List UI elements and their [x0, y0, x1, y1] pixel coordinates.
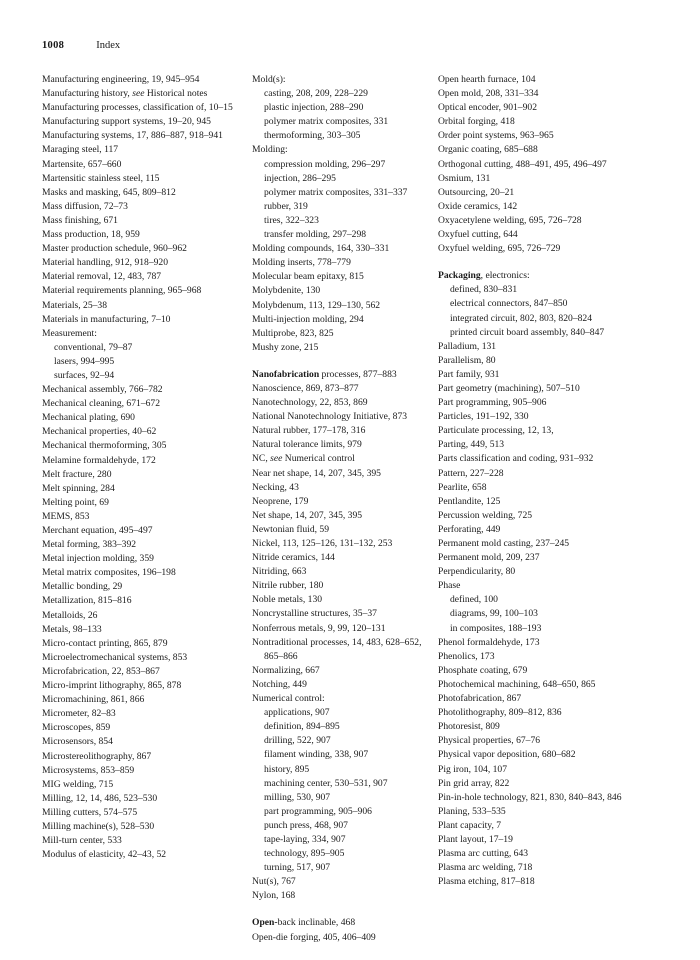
index-entry: Phosphate coating, 679	[438, 664, 528, 676]
index-subentry: casting, 208, 209, 228–229	[264, 88, 368, 100]
index-entry: Open hearth furnace, 104	[438, 74, 536, 85]
index-subentry: printed circuit board assembly, 840–847	[450, 326, 605, 338]
index-entry: Perpendicularity, 80	[438, 566, 516, 578]
index-entry: Oxyacetylene welding, 695, 726–728	[438, 214, 582, 226]
index-entry: Nylon, 168	[252, 890, 296, 902]
index-entry: Microscopes, 859	[42, 722, 111, 734]
index-entry: Plasma arc welding, 718	[438, 862, 533, 874]
index-entry: Microsensors, 854	[42, 736, 113, 748]
index-entry: MEMS, 853	[42, 510, 90, 522]
index-entry: Melamine formaldehyde, 172	[42, 454, 156, 466]
index-entry: Noncrystalline structures, 35–37	[252, 608, 377, 620]
index-entry: Plant layout, 17–19	[438, 833, 513, 845]
index-entry: Nanofabrication processes, 877–883	[252, 368, 397, 380]
index-entry: Part family, 931	[438, 368, 500, 380]
index-entry: Manufacturing history, see Historical notes	[42, 88, 208, 100]
index-entry: Maraging steel, 117	[42, 144, 119, 156]
index-entry: Planing, 533–535	[438, 805, 506, 817]
index-entry: Material removal, 12, 483, 787	[42, 271, 162, 283]
index-entry: Neoprene, 179	[252, 495, 309, 507]
index-entry: Mechanical cleaning, 671–672	[42, 398, 161, 410]
index-entry: Materials, 25–38	[42, 299, 108, 311]
index-entry: Molding compounds, 164, 330–331	[252, 243, 390, 255]
index-entry: Oxide ceramics, 142	[438, 200, 518, 212]
index-entry: Nanotechnology, 22, 853, 869	[252, 397, 368, 409]
index-entry: Milling machine(s), 528–530	[42, 820, 155, 832]
index-entry: Martensitic stainless steel, 115	[42, 172, 160, 184]
index-entry: Martensite, 657–660	[42, 158, 122, 170]
index-entry: Permanent mold, 209, 237	[438, 552, 540, 564]
index-subentry: defined, 830–831	[450, 284, 518, 296]
index-column	[252, 73, 424, 945]
index-entry: Parts classification and coding, 931–932	[438, 453, 594, 465]
index-entry: Nitriding, 663	[252, 566, 307, 578]
index-entry: National Nanotechnology Initiative, 873	[252, 411, 408, 423]
index-entry: Physical vapor deposition, 680–682	[438, 749, 576, 761]
index-entry: Microelectromechanical systems, 853	[42, 651, 188, 663]
index-entry: Material handling, 912, 918–920	[42, 257, 169, 269]
index-entry: Metallic bonding, 29	[42, 581, 123, 593]
index-entry: Outsourcing, 20–21	[438, 186, 515, 198]
index-entry: Particles, 191–192, 330	[438, 411, 529, 423]
index-entry: Molybdenite, 130	[252, 285, 321, 297]
index-entry: Organic coating, 685–688	[438, 144, 538, 156]
index-subentry: plastic injection, 288–290	[264, 102, 364, 114]
index-entry: Net shape, 14, 207, 345, 395	[252, 509, 363, 521]
index-entry: Manufacturing processes, classification of, 10–15	[42, 102, 233, 114]
index-entry: Near net shape, 14, 207, 345, 395	[252, 467, 381, 479]
index-entry: Necking, 43	[252, 481, 299, 493]
index-entry: Metalloids, 26	[42, 609, 98, 621]
page-header	[42, 40, 660, 51]
index-entry: Normalizing, 667	[252, 664, 320, 676]
index-entry: Melt spinning, 284	[42, 482, 115, 494]
index-entry: Mass production, 18, 959	[42, 229, 140, 241]
index-entry: Nonferrous metals, 9, 99, 120–131	[252, 622, 386, 634]
index-column	[438, 73, 660, 945]
index-entry: Mechanical thermoforming, 305	[42, 440, 167, 452]
index-entry: Mechanical plating, 690	[42, 412, 135, 424]
index-entry: Manufacturing systems, 17, 886–887, 918–941	[42, 130, 223, 142]
index-entry: Order point systems, 963–965	[438, 130, 554, 142]
index-entry: Modulus of elasticity, 42–43, 52	[42, 849, 167, 861]
index-entry: Pentlandite, 125	[438, 495, 501, 507]
index-entry: Nut(s), 767	[252, 876, 296, 888]
index-subentry: in composites, 188–193	[450, 622, 542, 634]
index-entry: Nickel, 113, 125–126, 131–132, 253	[252, 538, 393, 549]
index-columns	[42, 73, 660, 945]
index-entry: Percussion welding, 725	[438, 509, 533, 521]
index-subentry: rubber, 319	[264, 200, 308, 212]
index-subentry: diagrams, 99, 100–103	[450, 608, 538, 620]
index-entry: Orbital forging, 418	[438, 116, 515, 128]
index-entry: Metallization, 815–816	[42, 595, 132, 607]
index-entry: Natural tolerance limits, 979	[252, 439, 362, 451]
index-entry: Noble metals, 130	[252, 594, 323, 606]
index-subentry: integrated circuit, 802, 803, 820–824	[450, 312, 593, 324]
index-entry: Metal injection molding, 359	[42, 553, 154, 565]
index-subentry: tires, 322–323	[264, 214, 319, 226]
index-entry: Natural rubber, 177–178, 316	[252, 425, 366, 437]
index-entry: Permanent mold casting, 237–245	[438, 538, 570, 549]
index-entry: MIG welding, 715	[42, 778, 114, 790]
index-entry: Nanoscience, 869, 873–877	[252, 382, 359, 394]
index-subentry: tape-laying, 334, 907	[264, 833, 346, 845]
index-entry: Oxyfuel welding, 695, 726–729	[438, 243, 561, 255]
index-entry: Open-back inclinable, 468	[252, 917, 356, 929]
index-entry: Microstereolithography, 867	[42, 750, 152, 762]
index-entry: Metal matrix composites, 196–198	[42, 567, 176, 579]
index-entry: Packaging, electronics:	[438, 270, 530, 282]
index-entry: Microfabrication, 22, 853–867	[42, 665, 160, 677]
index-subentry: definition, 894–895	[264, 721, 340, 733]
index-subentry: surfaces, 92–94	[54, 369, 115, 381]
index-entry: Masks and masking, 645, 809–812	[42, 186, 176, 198]
index-entry: Pig iron, 104, 107	[438, 763, 508, 775]
index-subentry: injection, 286–295	[264, 172, 336, 184]
index-entry: Molecular beam epitaxy, 815	[252, 271, 364, 283]
index-entry: Micrometer, 82–83	[42, 708, 116, 720]
index-entry: Pin grid array, 822	[438, 777, 510, 789]
index-entry: Melt fracture, 280	[42, 468, 112, 480]
index-entry: Manufacturing support systems, 19–20, 945	[42, 116, 211, 128]
index-entry: Mechanical properties, 40–62	[42, 426, 157, 438]
index-subentry: electrical connectors, 847–850	[450, 298, 568, 310]
index-subentry: part programming, 905–906	[264, 805, 372, 817]
index-entry: Oxyfuel cutting, 644	[438, 229, 518, 241]
index-entry: Part geometry (machining), 507–510	[438, 382, 580, 394]
index-entry: Physical properties, 67–76	[438, 735, 541, 747]
index-subentry: polymer matrix composites, 331	[264, 116, 389, 128]
index-entry: Phenolics, 173	[438, 650, 495, 662]
index-entry: Part programming, 905–906	[438, 397, 547, 409]
index-entry: Parallelism, 80	[438, 354, 496, 366]
index-subentry: lasers, 994–995	[54, 355, 115, 367]
index-entry: Manufacturing engineering, 19, 945–954	[42, 74, 200, 85]
index-subentry: turning, 517, 907	[264, 862, 331, 874]
index-entry: Phase	[438, 580, 461, 592]
index-entry: Molding inserts, 778–779	[252, 257, 351, 269]
index-subentry: polymer matrix composites, 331–337	[264, 186, 408, 198]
index-subentry: drilling, 522, 907	[264, 735, 331, 747]
index-entry: Pin-in-hole technology, 821, 830, 840–843, 846	[438, 791, 622, 803]
index-entry: Plasma arc cutting, 643	[438, 848, 529, 860]
index-entry: Osmium, 131	[438, 172, 491, 184]
index-entry: Multiprobe, 823, 825	[252, 327, 334, 339]
index-subentry: filament winding, 338, 907	[264, 749, 369, 761]
index-entry: Photolithography, 809–812, 836	[438, 707, 562, 719]
index-entry: Multi-injection molding, 294	[252, 313, 364, 325]
index-entry: Nontraditional processes, 14, 483, 628–652, 865–866	[252, 636, 422, 662]
index-subentry: compression molding, 296–297	[264, 158, 386, 170]
index-entry: Micro-contact printing, 865, 879	[42, 637, 168, 649]
index-entry: Mill-turn center, 533	[42, 835, 122, 847]
index-entry: Notching, 449	[252, 678, 307, 690]
index-subentry: defined, 100	[450, 594, 498, 606]
index-subentry: conventional, 79–87	[54, 341, 133, 353]
index-column	[42, 73, 238, 945]
index-entry: Micromachining, 861, 866	[42, 694, 145, 706]
index-entry: Mechanical assembly, 766–782	[42, 384, 163, 396]
index-entry: Mold(s):	[252, 74, 286, 85]
index-subentry: applications, 907	[264, 707, 330, 719]
index-entry: Palladium, 131	[438, 340, 497, 352]
index-entry: Numerical control:	[252, 693, 325, 705]
page-header-title: Index	[96, 40, 121, 51]
index-entry: Plasma etching, 817–818	[438, 876, 535, 888]
index-entry: Nitride ceramics, 144	[252, 552, 335, 564]
index-entry: Photofabrication, 867	[438, 693, 522, 705]
page-number: 1008	[42, 40, 65, 51]
index-entry: Particulate processing, 12, 13,	[438, 425, 554, 437]
index-entry: Mass diffusion, 72–73	[42, 200, 128, 212]
index-subentry: thermoforming, 303–305	[264, 130, 361, 142]
index-subentry: punch press, 468, 907	[264, 819, 348, 831]
index-entry: Nitrile rubber, 180	[252, 580, 324, 592]
index-entry: Pattern, 227–228	[438, 467, 504, 479]
index-entry: Open-die forging, 405, 406–409	[252, 931, 376, 943]
index-subentry: transfer molding, 297–298	[264, 229, 367, 241]
index-entry: Measurement:	[42, 327, 97, 339]
index-subentry: technology, 895–905	[264, 848, 345, 860]
index-entry: Perforating, 449	[438, 523, 501, 535]
index-entry: Open mold, 208, 331–334	[438, 88, 539, 100]
index-entry: Newtonian fluid, 59	[252, 523, 330, 535]
index-subentry: history, 895	[264, 763, 310, 775]
index-entry: Mushy zone, 215	[252, 341, 319, 353]
index-entry: NC, see Numerical control	[252, 453, 355, 465]
index-entry: Phenol formaldehyde, 173	[438, 636, 540, 648]
index-entry: Mass finishing, 671	[42, 214, 118, 226]
index-entry: Photoresist, 809	[438, 721, 500, 733]
index-subentry: milling, 530, 907	[264, 791, 331, 803]
index-entry: Photochemical machining, 648–650, 865	[438, 678, 596, 690]
index-entry: Metal forming, 383–392	[42, 539, 137, 551]
index-entry: Plant capacity, 7	[438, 819, 502, 831]
index-entry: Molding:	[252, 144, 288, 156]
index-entry: Molybdenum, 113, 129–130, 562	[252, 299, 381, 311]
index-entry: Material requirements planning, 965–968	[42, 285, 202, 297]
index-entry: Melting point, 69	[42, 496, 109, 508]
index-entry: Parting, 449, 513	[438, 439, 505, 451]
index-entry: Materials in manufacturing, 7–10	[42, 313, 171, 325]
index-entry: Optical encoder, 901–902	[438, 102, 537, 114]
index-entry: Microsystems, 853–859	[42, 764, 135, 776]
index-entry: Master production schedule, 960–962	[42, 243, 187, 255]
index-subentry: machining center, 530–531, 907	[264, 777, 388, 789]
index-entry: Orthogonal cutting, 488–491, 495, 496–497	[438, 158, 607, 170]
index-entry: Pearlite, 658	[438, 481, 487, 493]
index-entry: Milling, 12, 14, 486, 523–530	[42, 792, 158, 804]
index-entry: Micro-imprint lithography, 865, 878	[42, 680, 182, 692]
index-entry: Milling cutters, 574–575	[42, 806, 138, 818]
index-entry: Metals, 98–133	[42, 623, 102, 635]
index-entry: Merchant equation, 495–497	[42, 525, 153, 536]
